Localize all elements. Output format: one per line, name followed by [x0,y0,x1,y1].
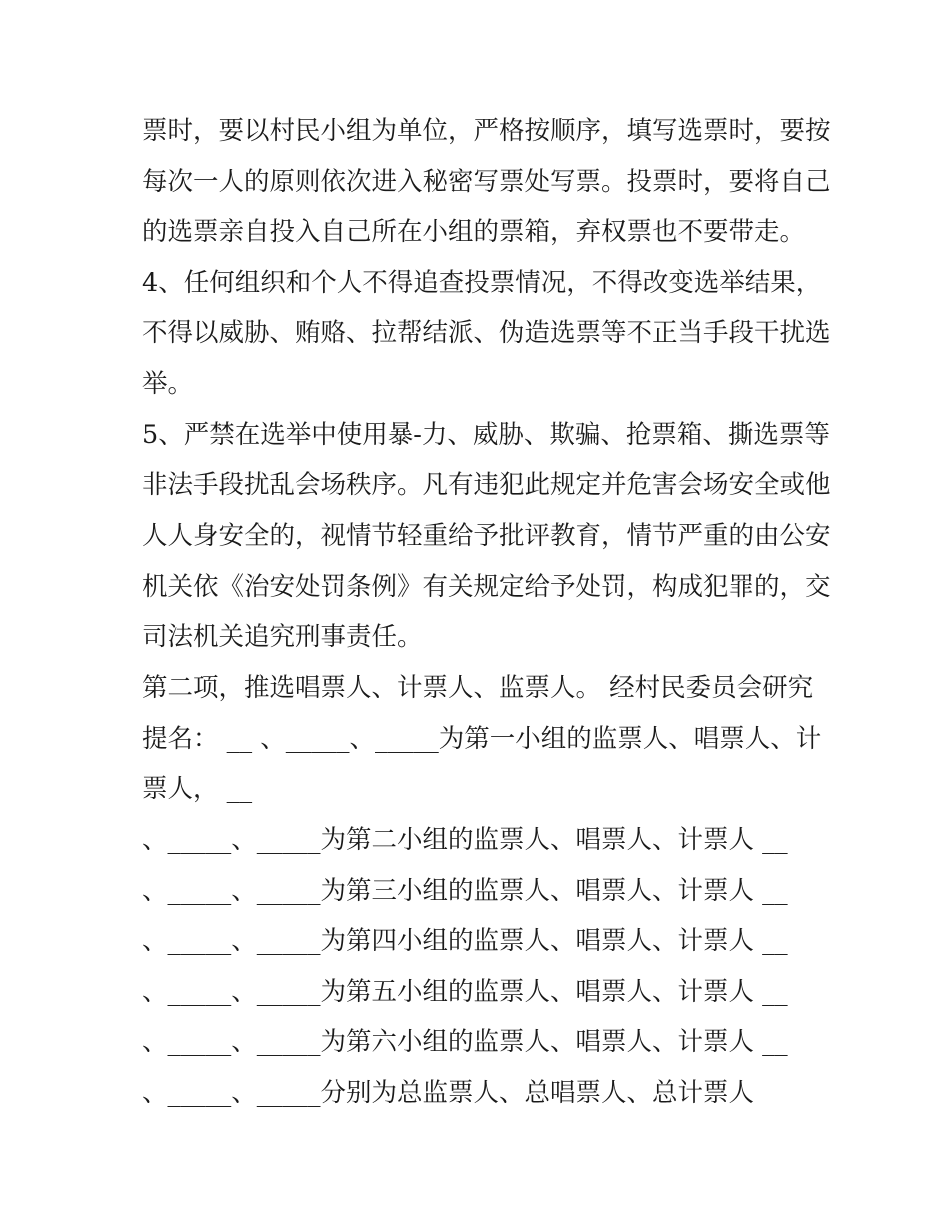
text-line: 、_____、_____为第三小组的监票人、唱票人、计票人 __ [142,876,788,906]
text-line: 司法机关追究刑事责任。 [142,622,423,652]
text-line: 举。 [142,369,194,399]
text-line: 4、任何组织和个人不得追查投票情况，不得改变选举结果， [142,268,822,298]
text-line: 5、严禁在选举中使用暴-力、威胁、欺骗、抢票箱、撕选票等 [142,420,830,450]
text-line: 第二项，推选唱票人、计票人、监票人。 经村民委员会研究 [142,673,814,703]
text-line: 票时，要以村民小组为单位，严格按顺序，填写选票时，要按 [142,116,831,146]
text-line: 机关依《治安处罚条例》有关规定给予处罚，构成犯罪的，交 [142,572,831,602]
text-line: 、_____、_____分别为总监票人、总唱票人、总计票人 [142,1078,755,1108]
text-line: 不得以威胁、贿赂、拉帮结派、伪造选票等不正当手段干扰选 [142,318,831,348]
text-line: 人人身安全的，视情节轻重给予批评教育，情节严重的由公安 [142,521,831,551]
text-line: 每次一人的原则依次进入秘密写票处写票。投票时，要将自己 [142,167,831,197]
text-line: 票人， __ [142,774,253,804]
text-line: 的选票亲自投入自己所在小组的票箱，弃权票也不要带走。 [142,217,806,247]
text-line: 、_____、_____为第二小组的监票人、唱票人、计票人 __ [142,825,788,855]
text-line: 、_____、_____为第四小组的监票人、唱票人、计票人 __ [142,926,788,956]
text-line: 提名： __ 、_____、_____为第一小组的监票人、唱票人、计 [142,724,822,754]
text-line: 、_____、_____为第五小组的监票人、唱票人、计票人 __ [142,977,788,1007]
text-line: 非法手段扰乱会场秩序。凡有违犯此规定并危害会场安全或他 [142,470,831,500]
text-line: 、_____、_____为第六小组的监票人、唱票人、计票人 __ [142,1027,788,1057]
